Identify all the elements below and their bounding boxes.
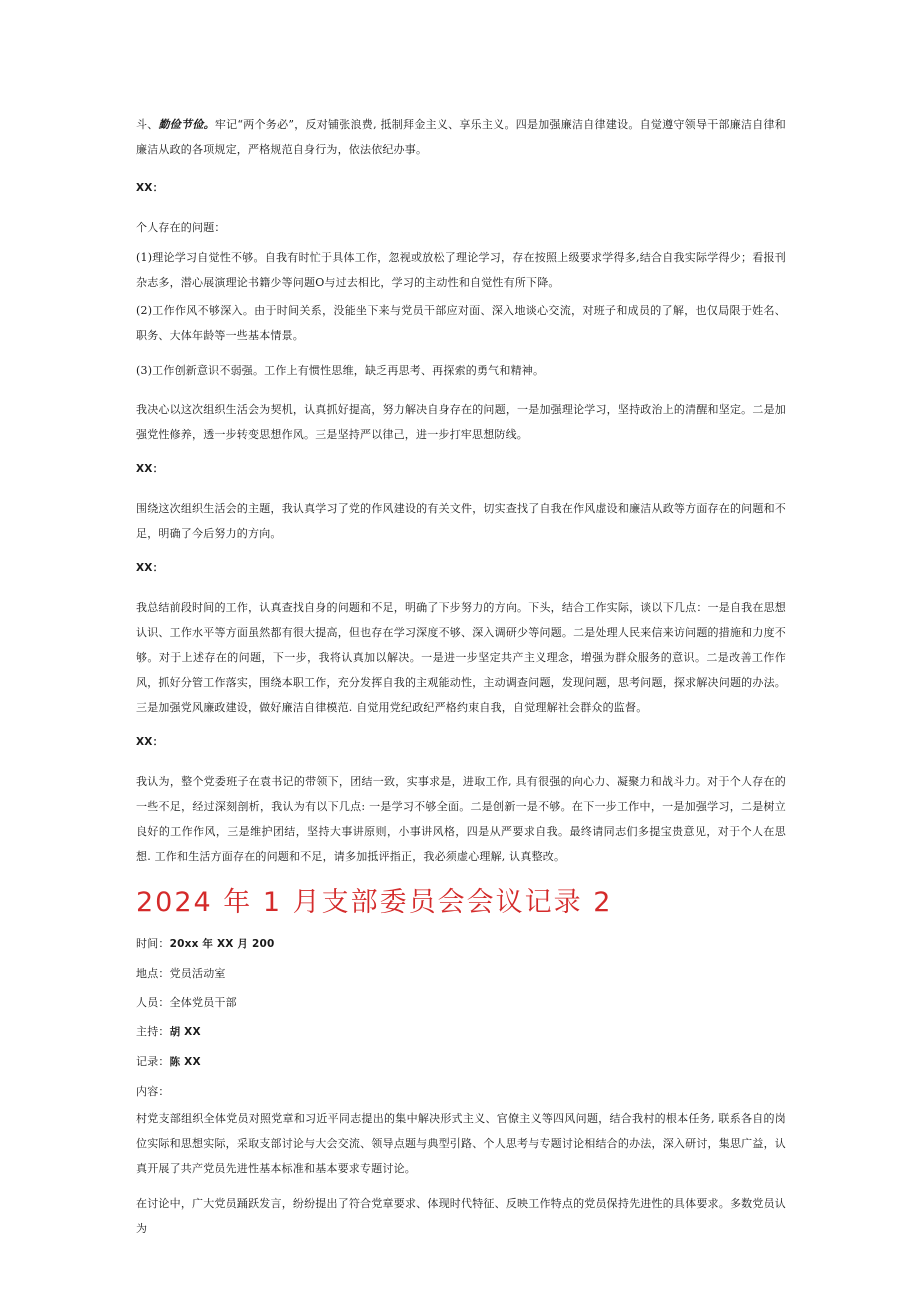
meta-value: 陈 XX <box>169 1056 201 1068</box>
paragraph: 围绕这次组织生活会的主题，我认真学习了党的作风建设的有关文件，切实查找了自我在作风虚设和廉洁从政等方面存在的问题和不足，明确了今后努力的方向。 <box>136 502 786 540</box>
meta-place <box>136 959 786 988</box>
speaker-label: XX： <box>136 463 164 475</box>
content-paragraph: 村党支部组织全体党员对照党章和习近平同志提出的集中解决形式主义、官僚主义等四风问题，结合我村的根本任务, 联系各自的岗位实际和思想实际，采取支部讨论与大会交流、领导点题与典型引路、个人思考与专题讨论相结合的办法，深入研讨，集思广益，认真开展了共产党员先进性基本标准和基本要求专题讨论。 <box>136 1112 786 1175</box>
meta-label: 时间： <box>136 937 170 950</box>
meta-value: 全体党员干部 <box>169 996 237 1009</box>
meta-time <box>136 929 786 959</box>
meta-recorder <box>136 1047 786 1077</box>
meta-label: 记录： <box>136 1055 170 1068</box>
meta-label: 地点： <box>136 967 170 980</box>
meta-value: 党员活动室 <box>169 967 226 980</box>
opening-bold-phrase: 勤俭节俭。 <box>158 118 215 131</box>
speaker-label: XX： <box>136 182 164 194</box>
opening-lead: 斗、 <box>136 118 159 131</box>
meta-host <box>136 1017 786 1047</box>
paragraph: 我认为，整个党委班子在袁书记的带领下，团结一致，实事求是，进取工作, 具有很强的向心力、凝聚力和战斗力。对于个人存在的一些不足，经过深刻剖析，我认为有以下几点: 一是学习不够全面。二是创新一是不够。在下一步工作中，一是加强学习，二是树立良好的工作作风，三是维护团结，坚持大事讲原则，小事讲风格，四是从严要求自我。最终请同志们多提宝贵意见，对于个人在思想. 工作和生活方面存在的问题和不足，请多加抵评指正，我必须虚心理解, 认真整改。 <box>136 775 786 863</box>
meta-content-label: 内容： <box>136 1085 170 1098</box>
meta-label: 人员： <box>136 996 170 1009</box>
meta-label: 主持： <box>136 1025 170 1038</box>
problem-item-2: (2)工作作风不够深入。由于时间关系，没能坐下来与党员干部应对面、深入地谈心交流，对班子和成员的了解，也仅局限于姓名、职务、大体年龄等一些基本情景。 <box>136 304 786 342</box>
problem-item-3: (3)工作创新意识不弱强。工作上有惯性思维，缺乏再思考、再探索的勇气和精神。 <box>136 364 545 377</box>
meta-value: 20xx 年 XX 月 200 <box>169 938 275 950</box>
resolution-paragraph: 我决心以这次组织生活会为契机，认真抓好提高，努力解决自身存在的问题，一是加强理论学习，坚持政治上的清醒和坚定。二是加强党性修养，透一步转变思想作风。三是坚持严以律己，进一步打牢思想防线。 <box>136 403 786 441</box>
opening-rest: 牢记“两个务必”，反对铺张浪费, 抵制拜金主义、享乐主义。四是加强廉洁自律建设。自觉遵守领导干部廉洁自律和廉洁从政的各项规定，严格规范自身行为，依法依纪办事。 <box>136 118 786 156</box>
problem-item-1: (1)理论学习自觉性不够。自我有时忙于具体工作，忽视或放松了理论学习，存在按照上级要求学得多,结合自我实际学得少；看报刊杂志多，潜心展演理论书籍少等问题O与过去相比，学习的主动性和自觉性有所下降。 <box>136 251 786 289</box>
paragraph: 我总结前段时间的工作，认真查找自身的问题和不足，明确了下步努力的方向。下头，结合工作实际，谈以下几点：一是自我在思想认识、工作水平等方面虽然都有很大提高，但也存在学习深度不够、深入调研少等问题。二是处理人民来信来访问题的措施和力度不够。对于上述存在的问题，下一步，我将认真加以解决。一是进一步坚定共产主义理念，增强为群众服务的意识。二是改善工作作风，抓好分管工作落实，围绕本职工作，充分发挥自我的主观能动性，主动调查问题，发现问题，思考问题，探求解决问题的办法。三是加强党风廉政建设，做好廉洁自律模范. 自觉用党纪政纪严格约束自我，自觉理解社会群众的监督。 <box>136 601 786 714</box>
meta-people <box>136 988 786 1017</box>
document-page <box>136 112 786 1241</box>
opening-paragraph <box>136 112 786 162</box>
meta-value: 胡 XX <box>169 1026 201 1038</box>
speaker-label: XX： <box>136 736 164 748</box>
problems-heading: 个人存在的问题： <box>136 221 226 234</box>
meeting-record-title: 2024 年 1 月支部委员会会议记录 2 <box>136 887 613 918</box>
content-paragraph: 在讨论中，广大党员踊跃发言，纷纷提出了符合党章要求、体现时代特征、反映工作特点的党员保持先进性的具体要求。多数党员认为 <box>136 1197 786 1235</box>
speaker-label: XX： <box>136 562 164 574</box>
